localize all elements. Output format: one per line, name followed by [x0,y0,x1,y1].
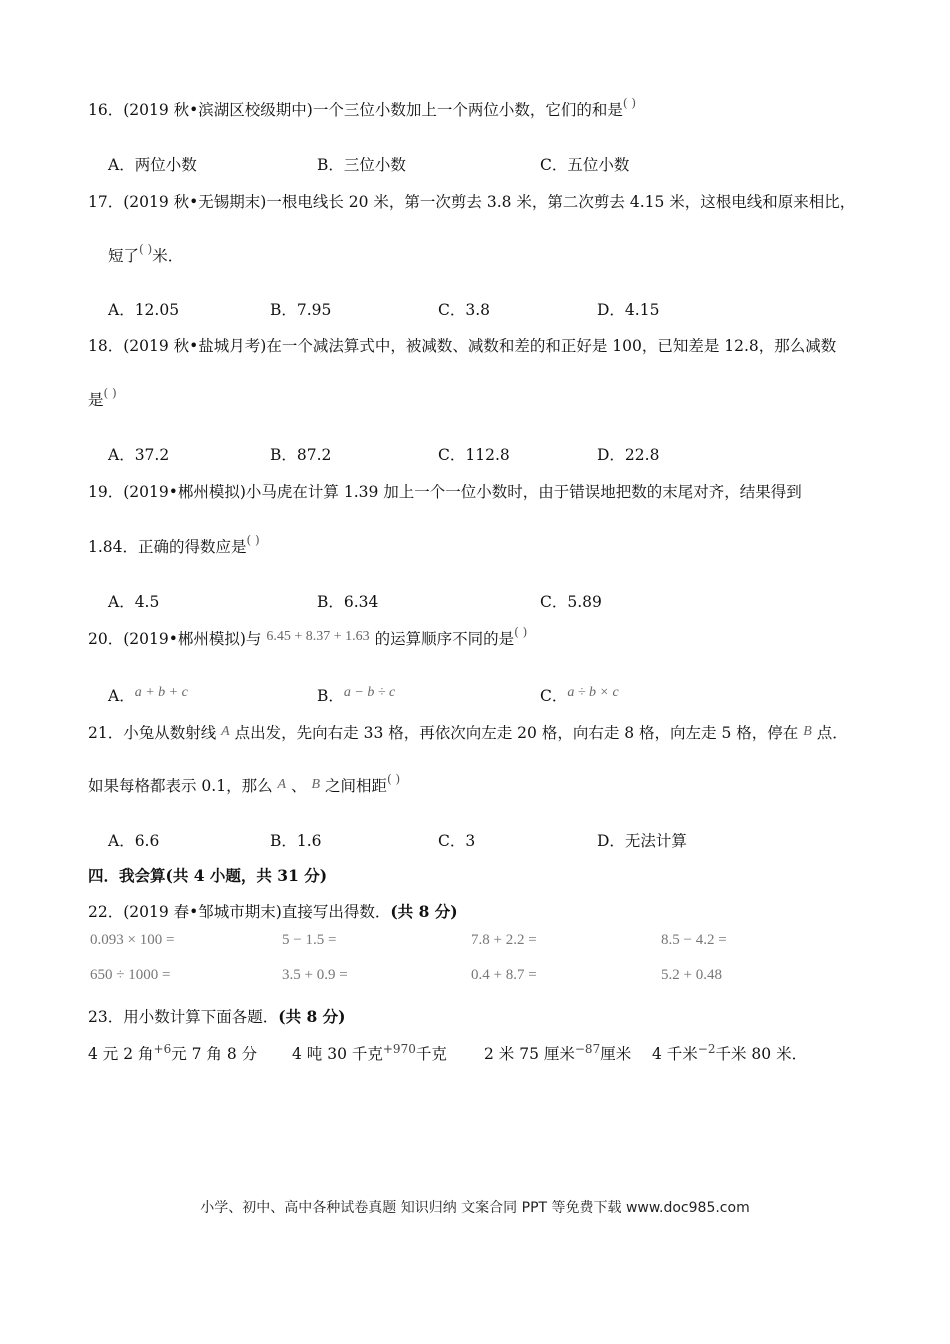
q20-option-a [108,684,188,706]
question-19-stem-line2 [88,535,260,557]
item-text: 4 元 2 角 [88,1045,154,1063]
point-b: B [803,724,812,739]
calc-item: 5.2 + 0.48 [661,967,722,983]
q17-text-b: 米． [152,247,184,265]
option-expression: a ÷ b × c [567,685,619,700]
q23-item-2 [292,1042,447,1064]
q18-option-d: D．22.8 [597,446,660,464]
answer-paren: ( ) [246,533,260,547]
question-18-stem: 18．(2019 秋•盐城月考)在一个减法算式中，被减数、减数和差的和正好是 100，已知差是 12.8，那么减数 [88,337,837,355]
q23-text: 23．用小数计算下面各题． [88,1008,279,1026]
q16-option-a: A．两位小数 [108,156,197,174]
item-operator: −87 [574,1042,601,1056]
answer-paren: ( ) [139,242,153,256]
item-operator: +6 [153,1042,172,1056]
option-label: A． [108,687,135,705]
q17-option-b: B．7.95 [270,301,332,319]
q21-option-c: C．3 [438,832,476,850]
calc-item: 0.093 × 100 = [90,932,175,948]
separator: 、 [291,777,307,795]
item-text: 4 吨 30 千克 [292,1045,383,1063]
option-label: B． [317,687,344,705]
answer-paren: ( ) [514,625,528,639]
answer-paren: ( ) [622,96,637,110]
item-text: 千克 [415,1045,447,1063]
question-20-stem [88,627,527,649]
answer-paren: ( ) [386,772,401,786]
calc-item: 0.4 + 8.7 = [471,967,537,983]
q21-text-a: 21．小兔从数射线 [88,724,217,742]
item-operator: −2 [697,1042,716,1056]
q18-option-c: C．112.8 [438,446,510,464]
q19-text: 1.84．正确的得数应是 [88,538,247,556]
question-16-stem [88,98,636,120]
question-17-stem-line2 [108,244,183,266]
q23-item-1 [88,1042,257,1064]
answer-paren: ( ) [103,386,117,400]
q21-text-e: 之间相距 [324,777,387,795]
question-21-stem-line2 [88,774,400,796]
question-19-stem: 19．(2019•郴州模拟)小马虎在计算 1.39 加上一个一位小数时，由于错误地把数的末尾对齐，结果得到 [88,483,802,501]
q18-text: 是 [88,391,104,409]
item-text: 元 7 角 8 分 [171,1045,258,1063]
q21-option-d: D．无法计算 [597,832,687,850]
q20-option-c [540,684,619,706]
section-4-title: 四．我会算(共 4 小题，共 31 分) [88,866,328,885]
q17-option-c: C．3.8 [438,301,491,319]
option-label: C． [540,687,568,705]
question-18-stem-line2 [88,388,117,410]
q18-option-b: B．87.2 [270,446,332,464]
q16-option-c: C．五位小数 [540,156,630,174]
question-22-stem [88,900,458,922]
q16-text: 16．(2019 秋•滨湖区校级期中)一个三位小数加上一个两位小数，它们的和是 [88,101,623,119]
calc-item: 8.5 − 4.2 = [661,932,727,948]
q17-option-d: D．4.15 [597,301,660,319]
calc-item: 650 ÷ 1000 = [90,967,171,983]
question-21-stem [88,721,848,743]
q20-option-b [317,684,395,706]
calc-item: 3.5 + 0.9 = [282,967,348,983]
q21-text-b: 点出发，先向右走 33 格，再依次向左走 20 格，向右走 8 格，向左走 5 格，停在 [234,724,799,742]
q20-text-b: 的运算顺序不同的是 [374,630,515,648]
q17-text-a: 短了 [108,247,140,265]
calc-item: 7.8 + 2.2 = [471,932,537,948]
question-17-stem: 17．(2019 秋•无锡期末)一根电线长 20 米，第一次剪去 3.8 米，第二次剪去 4.15 米，这根电线和原来相比， [88,193,856,211]
q19-option-c: C．5.89 [540,593,602,611]
item-text: 2 米 75 厘米 [484,1045,575,1063]
question-23-stem [88,1005,345,1027]
q22-text: 22．(2019 春•邹城市期末)直接写出得数． [88,903,391,921]
option-expression: a − b ÷ c [343,685,396,700]
page-footer: 小学、初中、高中各种试卷真题 知识归纳 文案合同 PPT 等免费下载 www.doc985.com [200,1200,750,1216]
item-operator: +970 [382,1042,416,1056]
q19-option-a: A．4.5 [108,593,160,611]
q20-expression: 6.45 + 8.37 + 1.63 [266,629,370,644]
q18-option-a: A．37.2 [108,446,170,464]
calc-item: 5 − 1.5 = [282,932,337,948]
q19-option-b: B．6.34 [317,593,379,611]
q21-text-c: 点． [816,724,848,742]
q23-item-4 [652,1042,807,1064]
q16-option-b: B．三位小数 [317,156,406,174]
item-text: 千米 80 米． [715,1045,808,1063]
item-text: 厘米 [600,1045,632,1063]
point-a: A [221,724,230,739]
option-expression: a + b + c [134,685,188,700]
q23-score: (共 8 分) [278,1007,346,1026]
point-b: B [311,777,321,792]
q21-text-d: 如果每格都表示 0.1，那么 [88,777,273,795]
point-a: A [277,777,287,792]
q17-option-a: A．12.05 [108,301,180,319]
q22-score: (共 8 分) [390,902,458,921]
item-text: 4 千米 [652,1045,698,1063]
q21-option-b: B．1.6 [270,832,322,850]
q23-item-3 [484,1042,631,1064]
q21-option-a: A．6.6 [108,832,160,850]
q20-text-a: 20．(2019•郴州模拟)与 [88,630,262,648]
